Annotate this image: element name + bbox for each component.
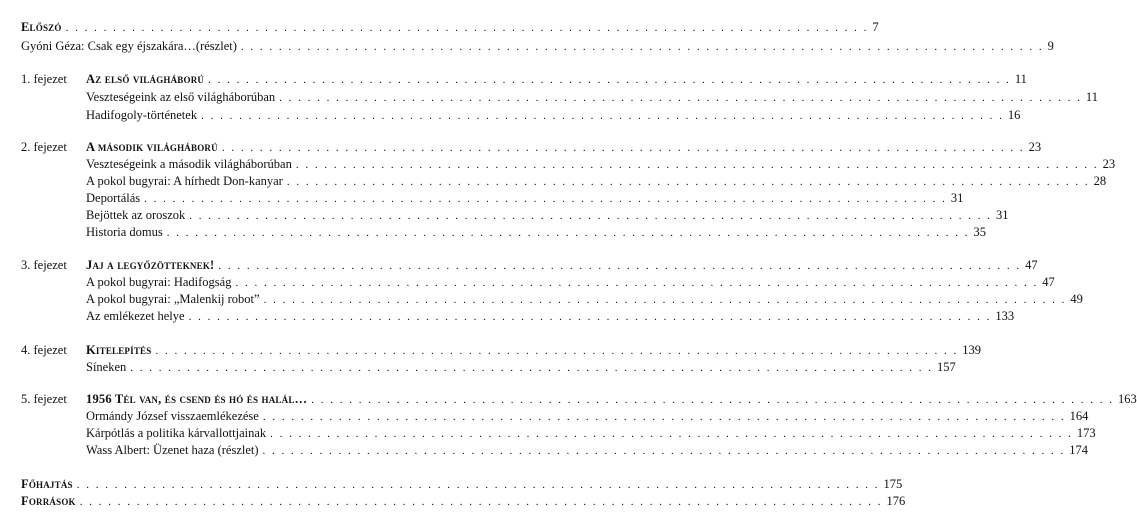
chapter-title: Az első világháború <box>86 72 205 86</box>
toc-entry-title: Az emlékezet helye <box>86 309 185 323</box>
toc-entry-body <box>86 107 1021 124</box>
toc-entry-body <box>86 139 1042 156</box>
toc-entry-title: A pokol bugyrai: A hírhedt Don-kanyar <box>86 174 283 188</box>
toc-page-number: 7 <box>872 20 879 34</box>
dot-leader: . . . . . . . . . . . . . . . . . . . . . . . . . . . . . . . . . . . . . . . . . . . . . . . . . . . . . . . . . . . . . . . . . . . . . . . . . . . . . . . . . . . . . <box>262 445 1066 457</box>
chapter-title: Jaj a legyőzötteknek! <box>86 258 215 272</box>
toc-entry[interactable] <box>0 156 1116 172</box>
dot-leader: . . . . . . . . . . . . . . . . . . . . . . . . . . . . . . . . . . . . . . . . . . . . . . . . . . . . . . . . . . . . . . . . . . . . . . . . . . . . . . . . . . . . . <box>166 227 970 239</box>
toc-entry[interactable] <box>0 425 1096 441</box>
toc-entry-eloszo[interactable] <box>0 19 879 35</box>
dot-leader: . . . . . . . . . . . . . . . . . . . . . . . . . . . . . . . . . . . . . . . . . . . . . . . . . . . . . . . . . . . . . . . . . . . . . . . . . . . . . . . . . . . . . <box>311 394 1114 406</box>
toc-entry-title: Deportálás <box>86 191 141 205</box>
toc-page-number: 23 <box>1102 157 1116 171</box>
toc-entry-body <box>21 38 1054 55</box>
chapter-label: 3. fejezet <box>21 258 67 272</box>
toc-entry-body <box>86 224 986 241</box>
toc-entry-body <box>86 71 1027 88</box>
toc-entry[interactable] <box>0 408 1089 424</box>
toc-page-number: 47 <box>1042 275 1055 289</box>
toc-entry[interactable] <box>0 190 964 206</box>
toc-page-number: 164 <box>1069 409 1089 423</box>
toc-entry-title: A pokol bugyrai: „Malenkij robot” <box>86 292 260 306</box>
toc-entry-title: Források <box>21 494 76 508</box>
dot-leader: . . . . . . . . . . . . . . . . . . . . . . . . . . . . . . . . . . . . . . . . . . . . . . . . . . . . . . . . . . . . . . . . . . . . . . . . . . . . . . . . . . . . . <box>279 92 1082 104</box>
chapter-title: A második világháború <box>86 140 218 154</box>
toc-entry-body <box>21 493 906 510</box>
toc-entry[interactable] <box>0 291 1083 307</box>
chapter-label: 5. fejezet <box>21 392 67 406</box>
dot-leader: . . . . . . . . . . . . . . . . . . . . . . . . . . . . . . . . . . . . . . . . . . . . . . . . . . . . . . . . . . . . . . . . . . . . . . . . . . . . . . . . . . . . . <box>188 311 992 323</box>
toc-entry-title: Előszó <box>21 20 62 34</box>
toc-page-number: 49 <box>1070 292 1083 306</box>
toc-entry[interactable] <box>0 359 956 375</box>
toc-page-number: 11 <box>1085 90 1098 104</box>
toc-entry-title: Síneken <box>86 360 127 374</box>
dot-leader: . . . . . . . . . . . . . . . . . . . . . . . . . . . . . . . . . . . . . . . . . . . . . . . . . . . . . . . . . . . . . . . . . . . . . . . . . . . . . . . . . . . . . <box>221 142 1025 154</box>
toc-entry-title: Ormándy József visszaemlékezése <box>86 409 259 423</box>
chapter-label: 4. fejezet <box>21 343 67 357</box>
toc-entry-body <box>86 156 1116 173</box>
toc-page-number: 163 <box>1117 392 1137 406</box>
toc-chapter-5[interactable] <box>0 391 1137 407</box>
chapter-label: 1. fejezet <box>21 72 67 86</box>
toc-page-number: 9 <box>1047 39 1054 53</box>
toc-chapter-2[interactable] <box>0 139 1042 155</box>
dot-leader: . . . . . . . . . . . . . . . . . . . . . . . . . . . . . . . . . . . . . . . . . . . . . . . . . . . . . . . . . . . . . . . . . . . . . . . . . . . . . . . . . . . . . <box>270 428 1073 440</box>
toc-entry-title: Veszteségeink az első világháborúban <box>86 90 276 104</box>
toc-entry-body <box>86 425 1096 442</box>
toc-entry-title: Hadifogoly-történetek <box>86 108 198 122</box>
dot-leader: . . . . . . . . . . . . . . . . . . . . . . . . . . . . . . . . . . . . . . . . . . . . . . . . . . . . . . . . . . . . . . . . . . . . . . . . . . . . . . . . . . . . . <box>79 496 883 508</box>
toc-entry-title: Főhajtás <box>21 477 73 491</box>
dot-leader: . . . . . . . . . . . . . . . . . . . . . . . . . . . . . . . . . . . . . . . . . . . . . . . . . . . . . . . . . . . . . . . . . . . . . . . . . . . . . . . . . . . . . <box>240 41 1044 53</box>
toc-entry-body <box>86 408 1089 425</box>
dot-leader: . . . . . . . . . . . . . . . . . . . . . . . . . . . . . . . . . . . . . . . . . . . . . . . . . . . . . . . . . . . . . . . . . . . . . . . . . . . . . . . . . . . . . <box>286 176 1090 188</box>
toc-page-number: 47 <box>1025 258 1038 272</box>
toc-entry-body <box>86 359 956 376</box>
toc-chapter-4[interactable] <box>0 342 981 358</box>
toc-entry-body <box>86 190 964 207</box>
toc-entry-body <box>86 257 1038 274</box>
dot-leader: . . . . . . . . . . . . . . . . . . . . . . . . . . . . . . . . . . . . . . . . . . . . . . . . . . . . . . . . . . . . . . . . . . . . . . . . . . . . . . . . . . . . . <box>262 411 1066 423</box>
toc-entry-body <box>86 391 1137 408</box>
dot-leader: . . . . . . . . . . . . . . . . . . . . . . . . . . . . . . . . . . . . . . . . . . . . . . . . . . . . . . . . . . . . . . . . . . . . . . . . . . . . . . . . . . . . . <box>295 159 1099 171</box>
toc-entry-title: Gyóni Géza: Csak egy éjszakára…(részlet) <box>21 39 237 53</box>
dot-leader: . . . . . . . . . . . . . . . . . . . . . . . . . . . . . . . . . . . . . . . . . . . . . . . . . . . . . . . . . . . . . . . . . . . . . . . . . . . . . . . . . . . . . <box>218 260 1022 272</box>
toc-entry-body <box>86 291 1083 308</box>
toc-entry-title: Veszteségeink a második világháborúban <box>86 157 292 171</box>
dot-leader: . . . . . . . . . . . . . . . . . . . . . . . . . . . . . . . . . . . . . . . . . . . . . . . . . . . . . . . . . . . . . . . . . . . . . . . . . . . . . . . . . . . . . <box>208 74 1011 86</box>
toc-entry[interactable] <box>0 442 1089 458</box>
toc-entry-fohajtas[interactable] <box>0 476 903 492</box>
toc-page-number: 23 <box>1028 140 1042 154</box>
toc-entry-title: Kárpótlás a politika kárvallottjainak <box>86 426 267 440</box>
toc-entry-body <box>86 442 1089 459</box>
toc-page-number: 157 <box>937 360 956 374</box>
toc-page-number: 35 <box>973 225 986 239</box>
toc-entry-body <box>86 173 1107 190</box>
toc-entry-body <box>21 476 903 493</box>
dot-leader: . . . . . . . . . . . . . . . . . . . . . . . . . . . . . . . . . . . . . . . . . . . . . . . . . . . . . . . . . . . . . . . . . . . . . . . . . . . . . . . . . . . . . <box>144 193 947 205</box>
toc-page-number: 173 <box>1076 426 1096 440</box>
dot-leader: . . . . . . . . . . . . . . . . . . . . . . . . . . . . . . . . . . . . . . . . . . . . . . . . . . . . . . . . . . . . . . . . . . . . . . . . . . . . . . . . . . . . . <box>263 294 1067 306</box>
toc-chapter-1[interactable] <box>0 71 1027 87</box>
toc-page-number: 31 <box>950 191 964 205</box>
dot-leader: . . . . . . . . . . . . . . . . . . . . . . . . . . . . . . . . . . . . . . . . . . . . . . . . . . . . . . . . . . . . . . . . . . . . . . . . . . . . . . . . . . . . . <box>76 479 880 491</box>
toc-entry-title: Historia domus <box>86 225 163 239</box>
dot-leader: . . . . . . . . . . . . . . . . . . . . . . . . . . . . . . . . . . . . . . . . . . . . . . . . . . . . . . . . . . . . . . . . . . . . . . . . . . . . . . . . . . . . . <box>130 362 934 374</box>
dot-leader: . . . . . . . . . . . . . . . . . . . . . . . . . . . . . . . . . . . . . . . . . . . . . . . . . . . . . . . . . . . . . . . . . . . . . . . . . . . . . . . . . . . . . <box>155 345 959 357</box>
toc-entry-title: Wass Albert: Üzenet haza (részlet) <box>86 443 259 457</box>
toc-entry-body <box>86 89 1098 106</box>
toc-entry-body <box>86 207 1009 224</box>
toc-entry-body <box>86 274 1055 291</box>
dot-leader: . . . . . . . . . . . . . . . . . . . . . . . . . . . . . . . . . . . . . . . . . . . . . . . . . . . . . . . . . . . . . . . . . . . . . . . . . . . . . . . . . . . . . <box>65 22 869 34</box>
chapter-title: Kitelepítés <box>86 343 152 357</box>
toc-page-number: 31 <box>996 208 1009 222</box>
toc-entry[interactable] <box>0 107 1021 123</box>
toc-page-number: 16 <box>1007 108 1021 122</box>
toc-page-number: 176 <box>886 494 906 508</box>
dot-leader: . . . . . . . . . . . . . . . . . . . . . . . . . . . . . . . . . . . . . . . . . . . . . . . . . . . . . . . . . . . . . . . . . . . . . . . . . . . . . . . . . . . . . <box>189 210 993 222</box>
toc-entry-forrasok[interactable] <box>0 493 906 509</box>
toc-page-number: 139 <box>962 343 981 357</box>
dot-leader: . . . . . . . . . . . . . . . . . . . . . . . . . . . . . . . . . . . . . . . . . . . . . . . . . . . . . . . . . . . . . . . . . . . . . . . . . . . . . . . . . . . . . <box>201 110 1004 122</box>
toc-entry-body <box>86 342 981 359</box>
chapter-title: 1956 Tél van, és csend és hó és halál… <box>86 392 308 406</box>
toc-page-number: 133 <box>995 309 1015 323</box>
toc-entry[interactable] <box>0 207 1009 223</box>
toc-entry-body <box>86 308 1015 325</box>
toc-entry-title: Bejöttek az oroszok <box>86 208 186 222</box>
toc-entry-gyoni[interactable] <box>0 38 1054 54</box>
dot-leader: . . . . . . . . . . . . . . . . . . . . . . . . . . . . . . . . . . . . . . . . . . . . . . . . . . . . . . . . . . . . . . . . . . . . . . . . . . . . . . . . . . . . . <box>235 277 1039 289</box>
toc-entry-body <box>21 19 879 36</box>
chapter-label: 2. fejezet <box>21 140 67 154</box>
toc-entry-title: A pokol bugyrai: Hadifogság <box>86 275 232 289</box>
toc-page-number: 11 <box>1014 72 1027 86</box>
toc-page-number: 28 <box>1093 174 1107 188</box>
toc-page-number: 175 <box>883 477 903 491</box>
toc-entry[interactable] <box>0 173 1107 189</box>
toc-entry[interactable] <box>0 308 1015 324</box>
toc-entry[interactable] <box>0 224 986 240</box>
toc-chapter-3[interactable] <box>0 257 1038 273</box>
toc-entry[interactable] <box>0 89 1098 105</box>
toc-page-number: 174 <box>1069 443 1089 457</box>
toc-entry[interactable] <box>0 274 1055 290</box>
